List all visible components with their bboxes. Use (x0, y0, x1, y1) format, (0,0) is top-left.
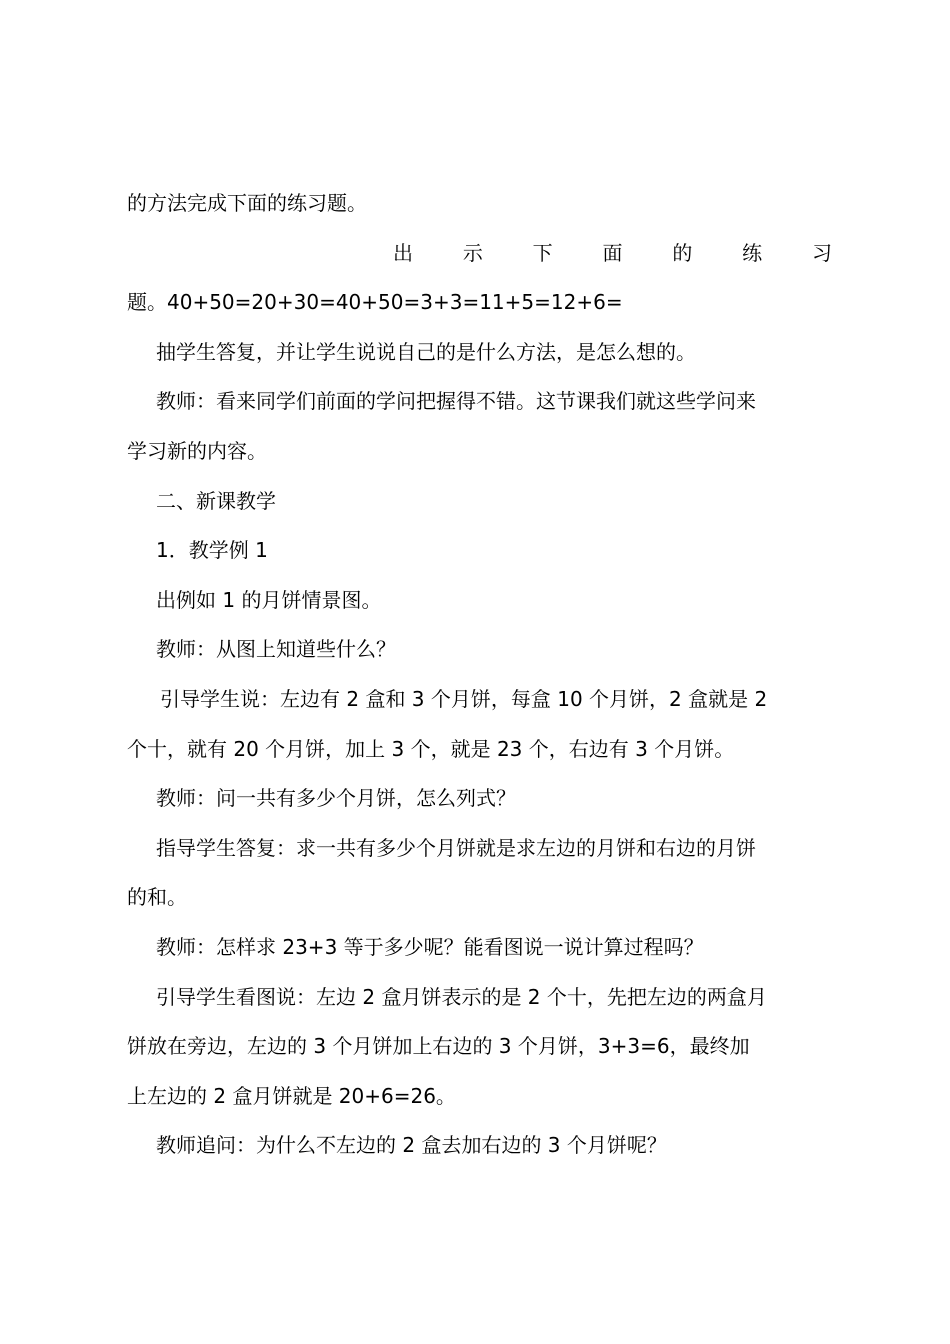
paragraph-line: 教师追问：为什么不左边的 2 盒去加右边的 3 个月饼呢？ (156, 1133, 667, 1158)
text-line: 题。40+50=20+30=40+50=3+3=11+5=12+6= (127, 290, 623, 315)
paragraph-line: 教师：看来同学们前面的学问把握得不错。这节课我们就这些学问来 (156, 389, 756, 414)
text-line: 饼放在旁边，左边的 3 个月饼加上右边的 3 个月饼，3+3=6，最终加 (127, 1034, 750, 1059)
text-line: 的和。 (127, 885, 187, 910)
spread-char: 出 (393, 240, 413, 265)
text-line: 学习新的内容。 (127, 438, 267, 463)
spread-char: 练 (742, 240, 763, 265)
paragraph-line: 引导学生说：左边有 2 盒和 3 个月饼，每盒 10 个月饼，2 盒就是 2 (160, 686, 768, 711)
paragraph-line: 引导学生看图说：左边 2 盒月饼表示的是 2 个十，先把左边的两盒月 (156, 984, 767, 1009)
text-line: 上左边的 2 盒月饼就是 20+6=26。 (127, 1083, 456, 1108)
spread-char: 面 (602, 240, 623, 265)
subsection-heading: 1．教学例 1 (156, 538, 268, 563)
spread-char: 习 (811, 240, 832, 265)
spread-char: 的 (672, 240, 693, 265)
text-line: 的方法完成下面的练习题。 (127, 191, 367, 215)
spread-char: 下 (532, 240, 553, 265)
section-heading: 二、新课教学 (156, 488, 276, 513)
paragraph-line: 出例如 1 的月饼情景图。 (156, 587, 382, 612)
paragraph-line: 教师：问一共有多少个月饼，怎么列式？ (156, 786, 516, 811)
text-line: 个十，就有 20 个月饼，加上 3 个，就是 23 个，右边有 3 个月饼。 (127, 736, 735, 761)
paragraph-line: 教师：怎样求 23+3 等于多少呢？能看图说一说计算过程吗？ (156, 934, 704, 959)
paragraph-line: 教师：从图上知道些什么？ (156, 637, 396, 662)
paragraph-line: 指导学生答复：求一共有多少个月饼就是求左边的月饼和右边的月饼 (156, 835, 756, 860)
spread-char: 示 (462, 240, 483, 265)
spread-text-line (127, 229, 832, 279)
paragraph-line: 抽学生答复，并让学生说说自己的是什么方法，是怎么想的。 (156, 339, 696, 364)
document-body (127, 179, 832, 1171)
